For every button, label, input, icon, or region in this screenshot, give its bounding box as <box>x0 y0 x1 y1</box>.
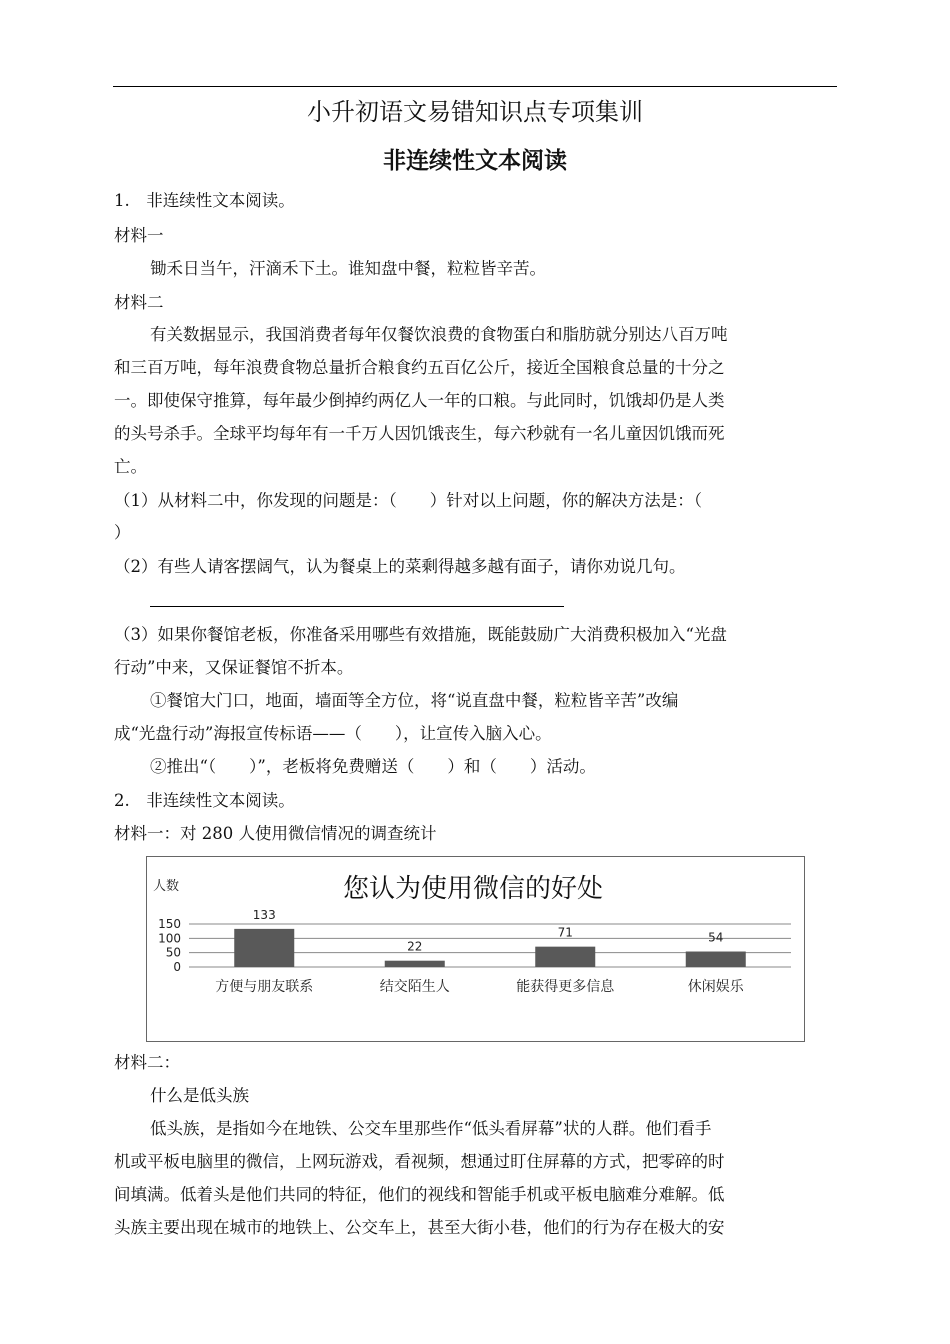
q1-material2-line: 和三百万吨，每年浪费食物总量折合粮食约五百亿公斤，接近全国粮食总量的十分之 <box>114 358 725 377</box>
q1-material2-line: 的头号杀手。全球平均每年有一千万人因饥饿丧生，每六秒就有一名儿童因饥饿而死 <box>114 424 725 443</box>
q1-material2-label: 材料二 <box>114 293 164 312</box>
y-tick-label: 150 <box>158 917 181 931</box>
category-label: 能获得更多信息 <box>516 979 615 995</box>
q2-material2-line: 间填满。低着头是他们共同的特征，他们的视线和智能手机或平板电脑难分难解。低 <box>114 1185 725 1204</box>
category-label: 结交陌生人 <box>379 979 450 995</box>
wechat-bar-chart <box>146 856 805 1042</box>
q1-option2: ②推出“（ ）”，老板将免费赠送（ ）和（ ）活动。 <box>150 757 596 776</box>
document-title: 小升初语文易错知识点专项集训 <box>307 98 643 126</box>
data-label: 54 <box>708 930 724 945</box>
q2-material2-line: 低头族，是指如今在地铁、公交车里那些作“低头看屏幕”状的人群。他们看手 <box>150 1119 712 1138</box>
y-axis-label: 人数 <box>153 879 180 894</box>
category-label: 方便与朋友联系 <box>215 979 314 995</box>
q1-heading: 1. 非连续性文本阅读。 <box>114 191 295 210</box>
q2-material2-line: 机或平板电脑里的微信，上网玩游戏，看视频，想通过盯住屏幕的方式，把零碎的时 <box>114 1152 725 1171</box>
q1-material1-text: 锄禾日当午，汗滴禾下土。谁知盘中餐，粒粒皆辛苦。 <box>150 259 546 278</box>
bar <box>535 947 595 967</box>
q1-sub3-line2: 行动”中来，又保证餐馆不折本。 <box>114 658 354 677</box>
data-label: 71 <box>557 925 573 940</box>
y-tick-label: 0 <box>173 960 181 974</box>
q1-sub1-cont: ） <box>114 523 131 542</box>
q1-material2-line: 一。即使保守推算，每年最少倒掉约两亿人一年的口粮。与此同时，饥饿却仍是人类 <box>114 391 725 410</box>
bar <box>234 929 294 967</box>
bar <box>385 961 445 967</box>
category-label: 休闲娱乐 <box>687 979 744 995</box>
data-label: 22 <box>407 939 423 954</box>
q1-material1-label: 材料一 <box>114 226 164 245</box>
q1-sub3-line1: （3）如果你餐馆老板，你准备采用哪些有效措施，既能鼓励广大消费积极加入“光盘 <box>114 625 727 644</box>
q1-option1-line2: 成“光盘行动”海报宣传标语——（ ），让宣传入脑入心。 <box>114 724 552 743</box>
q1-material2-line: 有关数据显示，我国消费者每年仅餐饮浪费的食物蛋白和脂肪就分别达八百万吨 <box>150 325 728 344</box>
q2-material1-label: 材料一：对 280 人使用微信情况的调查统计 <box>114 824 437 843</box>
q1-material2-line: 亡。 <box>114 457 147 476</box>
q1-sub2: （2）有些人请客摆阔气，认为餐桌上的菜剩得越多越有面子，请你劝说几句。 <box>114 557 686 576</box>
header-rule <box>113 86 837 87</box>
q1-option1-line1: ①餐馆大门口，地面，墙面等全方位，将“说直盘中餐，粒粒皆辛苦”改编 <box>150 691 679 710</box>
y-tick-label: 100 <box>158 931 181 946</box>
bar <box>686 952 746 967</box>
q2-material2-title: 什么是低头族 <box>150 1086 249 1105</box>
q1-sub1: （1）从材料二中，你发现的问题是：（ ）针对以上问题，你的解决方法是：（ <box>114 491 702 510</box>
q2-material2-line: 头族主要出现在城市的地铁上、公交车上，甚至大街小巷，他们的行为存在极大的安 <box>114 1218 725 1237</box>
chart-title: 您认为使用微信的好处 <box>342 874 604 904</box>
answer-blank-line <box>150 606 564 607</box>
chart-canvas <box>147 857 804 1041</box>
data-label: 133 <box>252 907 276 922</box>
document-subtitle: 非连续性文本阅读 <box>383 148 567 174</box>
y-tick-label: 50 <box>165 945 181 960</box>
q2-material2-label: 材料二： <box>114 1053 180 1072</box>
q2-heading: 2. 非连续性文本阅读。 <box>114 791 295 810</box>
